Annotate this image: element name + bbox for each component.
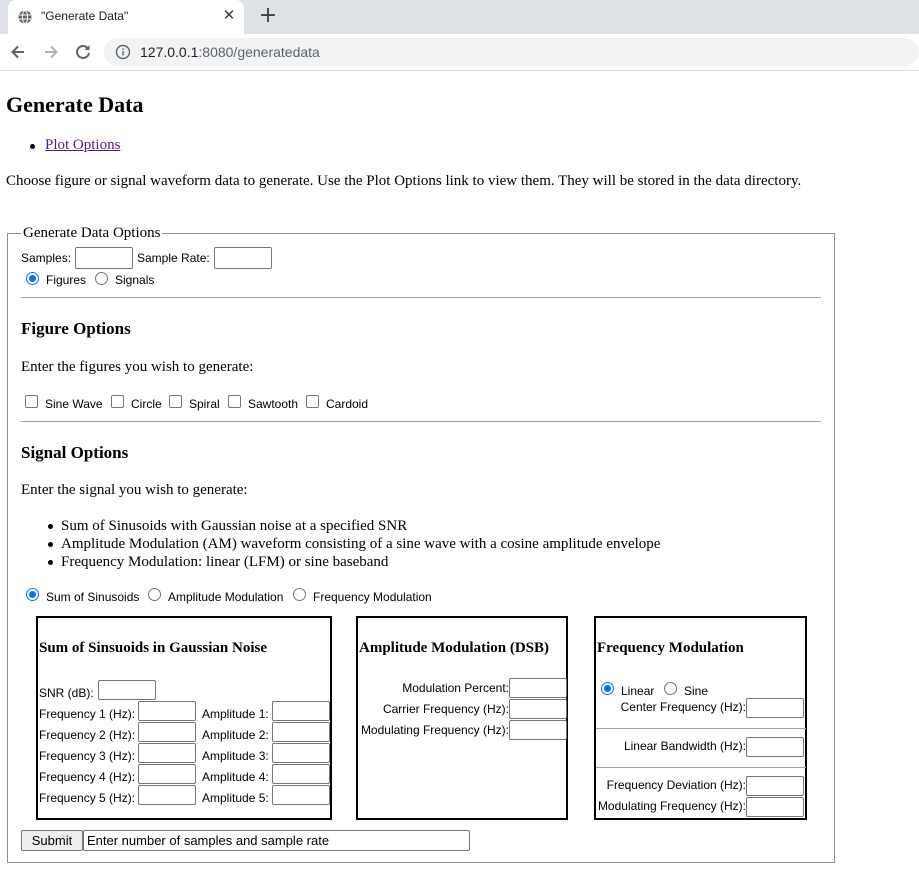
- signals-radio[interactable]: [95, 272, 108, 285]
- divider: [21, 421, 821, 422]
- center-frequency-label: Center Frequency (Hz):: [620, 700, 746, 714]
- frequency-2-input[interactable]: [138, 722, 196, 742]
- carrier-frequency-input[interactable]: [509, 699, 567, 719]
- nav-list: [45, 137, 120, 154]
- figure-options-heading: Figure Options: [21, 319, 131, 338]
- back-arrow-icon[interactable]: [8, 42, 28, 62]
- figure-options-prompt: Enter the figures you wish to generate:: [21, 359, 254, 375]
- forward-arrow-icon[interactable]: [41, 42, 61, 62]
- frequency-1-label: Frequency 1 (Hz):: [39, 707, 136, 721]
- amplitude-3-input[interactable]: [272, 743, 330, 763]
- linear-radio-label: Linear: [621, 684, 655, 698]
- submit-button[interactable]: Submit: [21, 830, 83, 851]
- carrier-frequency-label: Carrier Frequency (Hz):: [382, 702, 509, 716]
- sample-rate-label: Sample Rate:: [137, 251, 210, 265]
- tab-title: "Generate Data": [41, 9, 129, 23]
- figures-radio[interactable]: [26, 272, 39, 285]
- frequency-1-input[interactable]: [138, 701, 196, 721]
- status-field[interactable]: Enter number of samples and sample rate: [83, 830, 470, 851]
- samples-input[interactable]: [75, 247, 133, 269]
- amplitude-3-label: Amplitude 3:: [202, 749, 269, 763]
- sum-of-sinusoids-panel: [36, 616, 332, 820]
- spiral-label: Spiral: [189, 397, 220, 411]
- figures-radio-label: Figures: [46, 273, 87, 287]
- modulation-percent-label: Modulation Percent:: [402, 681, 509, 695]
- linear-radio[interactable]: [601, 682, 614, 695]
- amplitude-modulation-panel: [356, 616, 568, 820]
- plus-icon[interactable]: +: [258, 3, 278, 28]
- cardoid-checkbox[interactable]: [306, 395, 319, 408]
- frequency-4-label: Frequency 4 (Hz):: [39, 770, 136, 784]
- info-icon[interactable]: [115, 44, 131, 60]
- circle-checkbox[interactable]: [111, 395, 124, 408]
- fm-modulating-frequency-label: Modulating Frequency (Hz):: [597, 799, 746, 813]
- sum-of-sinusoids-label: Sum of Sinusoids: [46, 590, 140, 604]
- modulation-percent-input[interactable]: [509, 678, 567, 698]
- linear-bandwidth-label: Linear Bandwidth (Hz):: [623, 739, 746, 753]
- center-frequency-input[interactable]: [746, 698, 804, 718]
- frequency-3-input[interactable]: [138, 743, 196, 763]
- globe-icon: [18, 10, 32, 24]
- address-bar[interactable]: [104, 38, 919, 66]
- signal-description-list: [61, 517, 660, 571]
- sine-radio[interactable]: [664, 682, 677, 695]
- signals-radio-label: Signals: [115, 273, 155, 287]
- linear-bandwidth-input[interactable]: [746, 737, 804, 757]
- divider: [596, 767, 806, 768]
- amplitude-5-input[interactable]: [272, 785, 330, 805]
- frequency-5-input[interactable]: [138, 785, 196, 805]
- cardoid-label: Cardoid: [326, 397, 369, 411]
- snr-input[interactable]: [98, 680, 156, 700]
- amplitude-modulation-label: Amplitude Modulation: [168, 590, 284, 604]
- url-text: [140, 44, 320, 60]
- frequency-3-label: Frequency 3 (Hz):: [39, 749, 136, 763]
- frequency-5-label: Frequency 5 (Hz):: [39, 791, 136, 805]
- amplitude-1-label: Amplitude 1:: [202, 707, 269, 721]
- browser-toolbar: [0, 34, 919, 71]
- am-panel-title: Amplitude Modulation (DSB): [359, 640, 550, 656]
- frequency-deviation-input[interactable]: [746, 776, 804, 796]
- plot-options-link[interactable]: Plot Options: [45, 137, 121, 153]
- list-item: Frequency Modulation: linear (LFM) or sine baseband: [61, 553, 660, 571]
- page-title: Generate Data: [6, 92, 144, 117]
- sine-wave-checkbox[interactable]: [25, 395, 38, 408]
- generate-data-options: [7, 225, 835, 863]
- divider: [596, 728, 806, 729]
- sine-radio-label: Sine: [684, 684, 709, 698]
- browser-tab[interactable]: [8, 0, 244, 34]
- nav-list-item: [45, 137, 120, 154]
- signal-options-prompt: Enter the signal you wish to generate:: [21, 482, 248, 498]
- fm-modulating-frequency-input[interactable]: [746, 797, 804, 817]
- snr-label: SNR (dB):: [39, 686, 94, 700]
- intro-text: Choose figure or signal waveform data to generate. Use the Plot Options link to view them. They will be stored in the data directory.: [6, 173, 802, 189]
- options-legend: Generate Data Options: [23, 225, 161, 241]
- fm-panel-title: Frequency Modulation: [597, 640, 744, 656]
- amplitude-1-input[interactable]: [272, 701, 330, 721]
- spiral-checkbox[interactable]: [169, 395, 182, 408]
- sos-panel-title: Sum of Sinsuoids in Gaussian Noise: [39, 640, 268, 656]
- amplitude-2-label: Amplitude 2:: [202, 728, 269, 742]
- modulating-frequency-label: Modulating Frequency (Hz):: [360, 723, 509, 737]
- frequency-modulation-panel: [594, 616, 807, 820]
- amplitude-2-input[interactable]: [272, 722, 330, 742]
- page-content: [0, 71, 919, 883]
- circle-label: Circle: [131, 397, 162, 411]
- frequency-4-input[interactable]: [138, 764, 196, 784]
- url-path: :8080/generatedata: [198, 44, 320, 60]
- frequency-2-label: Frequency 2 (Hz):: [39, 728, 136, 742]
- amplitude-5-label: Amplitude 5:: [202, 791, 269, 805]
- sawtooth-label: Sawtooth: [248, 397, 299, 411]
- list-item: Sum of Sinusoids with Gaussian noise at a specified SNR: [61, 517, 660, 535]
- close-icon[interactable]: ✕: [222, 7, 236, 24]
- frequency-modulation-label: Frequency Modulation: [313, 590, 432, 604]
- amplitude-4-input[interactable]: [272, 764, 330, 784]
- sample-rate-input[interactable]: [214, 247, 272, 269]
- amplitude-4-label: Amplitude 4:: [202, 770, 269, 784]
- signal-options-heading: Signal Options: [21, 443, 129, 462]
- modulating-frequency-input[interactable]: [509, 720, 567, 740]
- browser-tabstrip: [0, 0, 919, 34]
- frequency-deviation-label: Frequency Deviation (Hz):: [606, 778, 746, 792]
- list-item: Amplitude Modulation (AM) waveform consisting of a sine wave with a cosine amplitude envelope: [61, 536, 661, 552]
- reload-icon[interactable]: [73, 42, 93, 62]
- sine-wave-label: Sine Wave: [45, 397, 103, 411]
- sum-of-sinusoids-radio[interactable]: [26, 588, 39, 601]
- samples-label: Samples:: [21, 251, 72, 265]
- amplitude-modulation-radio[interactable]: [148, 588, 161, 601]
- sawtooth-checkbox[interactable]: [228, 395, 241, 408]
- frequency-modulation-radio[interactable]: [293, 588, 306, 601]
- url-host: 127.0.0.1: [140, 44, 199, 60]
- divider: [21, 297, 821, 298]
